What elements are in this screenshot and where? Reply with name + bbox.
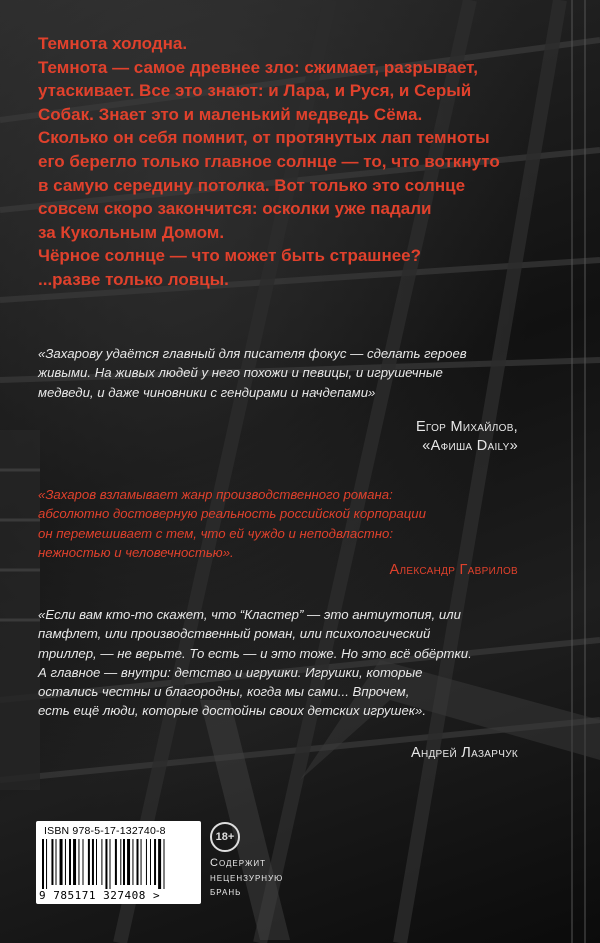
quote-author: Егор Михайлов, <box>415 419 518 435</box>
content-warning <box>210 856 320 900</box>
barcode-bar <box>123 839 125 885</box>
barcode-bar <box>146 839 147 885</box>
quote-line: остались честны и благородны, когда мы сами... Впрочем, <box>38 684 410 700</box>
quote-line: триллер, — не верьте. То есть — и это тоже. Но это всё обёртки. <box>38 645 472 661</box>
barcode-bar <box>154 839 156 885</box>
barcode-digits: 9 785171 327408 > <box>39 889 161 902</box>
age-rating-label: 18+ <box>215 831 235 843</box>
barcode-bar <box>127 839 130 885</box>
review-quote-1 <box>38 344 533 402</box>
blurb-line: совсем скоро закончится: осколки уже падали <box>38 199 432 219</box>
barcode-bar <box>158 839 161 889</box>
barcode-bar <box>78 839 79 885</box>
barcode-bar <box>150 839 151 885</box>
blurb-line: Сколько он себя помнит, от протянутых лап темноты <box>38 128 490 148</box>
barcode-bar <box>120 839 121 885</box>
blurb-line: утаскивает. Все это знают: и Лара, и Руся, и Серый <box>38 81 472 101</box>
barcode-bar <box>73 839 76 885</box>
barcode-bar <box>115 839 117 885</box>
quote-line: «Захарову удаётся главный для писателя фокус — сделать героев <box>38 346 467 361</box>
barcode-bar <box>88 839 90 885</box>
blurb-line: его берегло только главное солнце — то, что воткнуто <box>38 151 500 171</box>
blurb-line: за Кукольным Домом. <box>38 222 225 242</box>
blurb-line: Темнота холодна. <box>38 34 188 53</box>
barcode-bar <box>96 839 97 885</box>
barcode-bar <box>132 839 133 885</box>
barcode-bar <box>101 839 102 885</box>
barcode-bar <box>92 839 94 885</box>
blurb-line: в самую середину потолка. Вот только это солнце <box>38 175 466 195</box>
barcode-bar <box>141 839 142 885</box>
isbn-barcode <box>36 821 201 904</box>
warning-line: нецензурную <box>210 871 284 884</box>
warning-line: брань <box>210 886 242 898</box>
quote-line: есть ещё люди, которые достойны своих детских игрушек». <box>38 703 427 719</box>
barcode-bar <box>42 839 44 889</box>
review-quote-3 <box>38 605 533 721</box>
blurb-line: ...разве только ловцы. <box>38 269 229 289</box>
barcode-bar <box>65 839 66 885</box>
barcode-bar <box>164 839 165 889</box>
quote-line: «Если вам кто-то скажет, что “Кластер” — это антиутопия, или <box>38 607 461 622</box>
quote-author: Андрей Лазарчук <box>410 745 518 761</box>
quote-3-attribution <box>411 744 518 763</box>
blurb-line: Чёрное солнце — что может быть страшнее? <box>38 246 422 266</box>
quote-source: «Афиша Daily» <box>422 438 518 454</box>
quote-line: памфлет, или производственный роман, или психологический <box>38 626 431 642</box>
quote-2-attribution <box>390 561 518 580</box>
barcode-bars <box>42 839 195 889</box>
warning-line: Содержит <box>210 857 267 869</box>
blurb-line: Собак. Знает это и маленький медведь Сёма. <box>38 104 423 124</box>
barcode-bar <box>110 839 111 889</box>
quote-line: нежностью и человечностью». <box>38 544 234 560</box>
barcode-bar <box>83 839 84 885</box>
barcode-bar <box>69 839 71 885</box>
barcode-bar <box>105 839 107 889</box>
quote-author: Александр Гаврилов <box>389 562 518 578</box>
barcode-bar <box>51 839 53 885</box>
quote-line: медведи, и даже чиновники с гендирами и начдепами» <box>38 384 376 400</box>
barcode-bar <box>56 839 57 885</box>
blurb-text <box>38 32 518 292</box>
barcode-bar <box>60 839 63 885</box>
quote-line: А главное — внутри: детство и игрушки. Игрушки, которые <box>38 664 423 680</box>
age-rating-badge <box>210 822 240 852</box>
barcode-bar <box>137 839 139 885</box>
quote-line: абсолютно достоверную реальность российской корпорации <box>38 506 426 522</box>
quote-line: «Захаров взламывает жанр производственного романа: <box>38 487 393 502</box>
review-quote-2 <box>38 485 533 562</box>
quote-line: живыми. На живых людей у него похожи и певицы, и игрушечные <box>38 365 443 381</box>
isbn-label: ISBN 978-5-17-132740-8 <box>44 825 166 837</box>
barcode-bar <box>46 839 47 889</box>
quote-1-attribution <box>416 418 518 456</box>
blurb-line: Темнота — самое древнее зло: сжимает, разрывает, <box>38 57 478 77</box>
quote-line: он перемешивает с тем, что ей чуждо и неподвластно: <box>38 525 394 541</box>
